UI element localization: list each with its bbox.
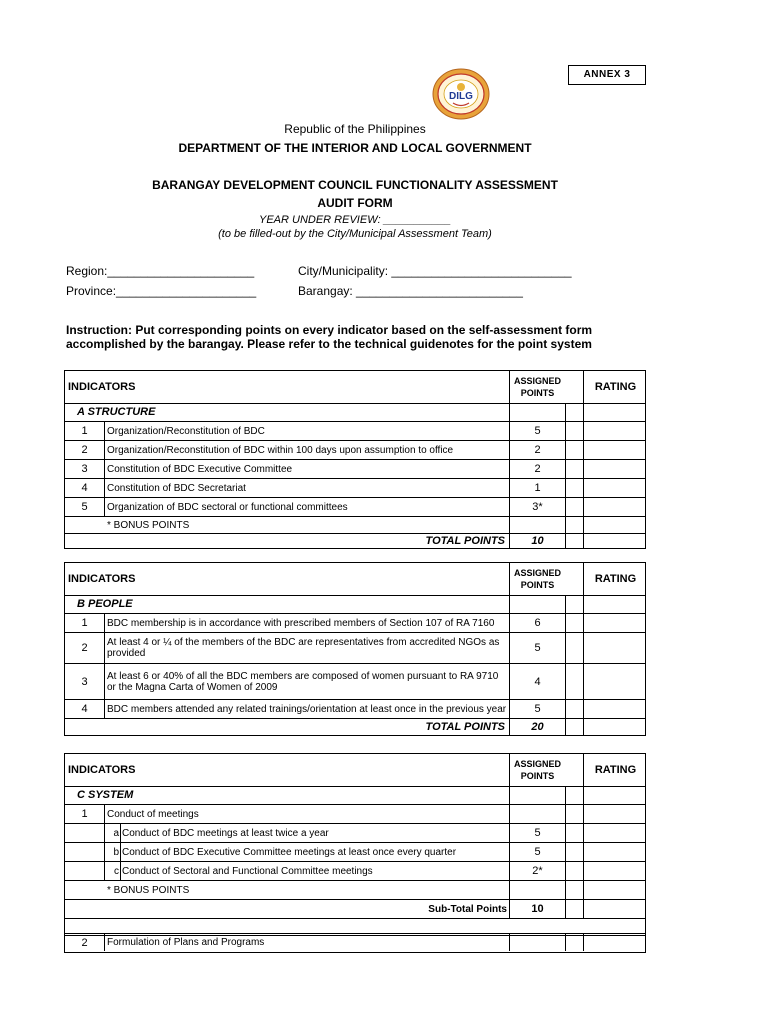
category-row xyxy=(65,787,645,805)
bonus-points-note: * BONUS POINTS xyxy=(107,884,190,896)
item-points: 5 xyxy=(509,700,565,718)
item-description: Conduct of BDC meetings at least twice a year xyxy=(122,827,329,839)
item-description: At least 6 or 40% of all the BDC members are composed of women pursuant to RA 9710 or the Magna Carta of Women of 2009 xyxy=(107,670,499,693)
table-row xyxy=(65,479,645,498)
rating-cell[interactable] xyxy=(583,934,647,951)
fill-out-note: (to be filled-out by the City/Municipal Assessment Team) xyxy=(218,228,492,240)
item-number: 1 xyxy=(65,422,105,440)
indicators-header: INDICATORS xyxy=(68,573,136,585)
item-description: Constitution of BDC Executive Committee xyxy=(107,463,293,475)
system-item2-table xyxy=(64,933,646,953)
total-rating-cell[interactable] xyxy=(583,534,647,548)
item-points: 5 xyxy=(509,824,565,842)
annex-label: ANNEX 3 xyxy=(568,65,646,85)
table-row xyxy=(65,824,645,843)
category-title: C SYSTEM xyxy=(77,789,134,801)
table-row xyxy=(65,805,645,824)
table-row xyxy=(65,441,645,460)
province-field[interactable]: Province:_____________________ xyxy=(66,284,257,298)
total-row xyxy=(65,719,645,735)
item-points: 4 xyxy=(509,664,565,699)
item-number: 2 xyxy=(65,633,105,663)
item-description: Conduct of meetings xyxy=(107,808,199,820)
item-description: BDC members attended any related trainings/orientation at least once in the previous year xyxy=(107,703,507,715)
indicators-header: INDICATORS xyxy=(68,764,136,776)
rating-cell[interactable] xyxy=(583,633,647,663)
item-number: 1 xyxy=(65,805,105,823)
rating-cell[interactable] xyxy=(583,862,647,880)
item-description: Formulation of Plans and Programs xyxy=(107,937,265,948)
item-number: 2 xyxy=(65,441,105,459)
instruction-text: Instruction: Put corresponding points on every indicator based on the self-assessment form accomplished by the barangay. Please refer to the technical guidenotes for the point system xyxy=(66,323,593,351)
total-points-label: TOTAL POINTS xyxy=(425,721,505,733)
item-description: Conduct of Sectoral and Functional Committee meetings xyxy=(122,865,373,877)
structure-table xyxy=(64,370,646,549)
table-row xyxy=(65,422,645,441)
table-header xyxy=(65,754,645,787)
form-subtitle: AUDIT FORM xyxy=(317,196,393,210)
rating-cell[interactable] xyxy=(583,700,647,718)
region-field[interactable]: Region:______________________ xyxy=(66,264,255,278)
republic-text: Republic of the Philippines xyxy=(284,122,426,136)
barangay-field[interactable]: Barangay: _________________________ xyxy=(298,284,523,298)
indicators-header: INDICATORS xyxy=(68,381,136,393)
item-description: Organization/Reconstitution of BDC xyxy=(107,425,265,437)
item-description: BDC membership is in accordance with prescribed members of Section 107 of RA 7160 xyxy=(107,617,495,629)
table-row xyxy=(65,862,645,881)
sub-item-letter: a xyxy=(105,824,121,842)
table-header xyxy=(65,563,645,596)
rating-cell[interactable] xyxy=(583,843,647,861)
year-under-review: YEAR UNDER REVIEW: ___________ xyxy=(259,214,451,226)
sub-item-letter: c xyxy=(105,862,121,880)
sub-item-letter: b xyxy=(105,843,121,861)
bonus-row xyxy=(65,517,645,534)
item-points: 3* xyxy=(509,498,565,516)
rating-cell[interactable] xyxy=(583,441,647,459)
item-points: 2 xyxy=(509,460,565,478)
item-number: 4 xyxy=(65,700,105,718)
category-title: B PEOPLE xyxy=(77,598,133,610)
item-number: 1 xyxy=(65,614,105,632)
category-title: A STRUCTURE xyxy=(77,406,156,418)
assigned-points-header: ASSIGNED POINTS xyxy=(509,563,565,595)
table-row xyxy=(65,498,645,517)
assigned-points-header: ASSIGNED POINTS xyxy=(509,754,565,786)
total-points-label: TOTAL POINTS xyxy=(425,535,505,547)
rating-header: RATING xyxy=(583,754,647,786)
rating-header: RATING xyxy=(583,563,647,595)
item-description: Organization/Reconstitution of BDC within 100 days upon assumption to office xyxy=(107,444,454,456)
table-row xyxy=(65,664,645,700)
assigned-points-header: ASSIGNED POINTS xyxy=(509,371,565,403)
total-points-value: 10 xyxy=(509,534,565,548)
item-points: 1 xyxy=(509,479,565,497)
item-points: 5 xyxy=(509,633,565,663)
item-points: 6 xyxy=(509,614,565,632)
item-number: 3 xyxy=(65,664,105,699)
people-table xyxy=(64,562,646,736)
item-number: 5 xyxy=(65,498,105,516)
item-points: 2 xyxy=(509,441,565,459)
item-number: 3 xyxy=(65,460,105,478)
subtotal-points-value: 10 xyxy=(509,900,565,918)
total-points-value: 20 xyxy=(509,719,565,735)
item-points: 2* xyxy=(509,862,565,880)
table-header xyxy=(65,371,645,404)
bonus-row xyxy=(65,881,645,900)
table-row xyxy=(65,934,645,951)
table-row xyxy=(65,460,645,479)
rating-header: RATING xyxy=(583,371,647,403)
total-row xyxy=(65,534,645,548)
rating-cell[interactable] xyxy=(583,460,647,478)
table-row xyxy=(65,633,645,664)
system-table xyxy=(64,753,646,936)
item-points: 5 xyxy=(509,843,565,861)
table-row xyxy=(65,614,645,633)
rating-cell[interactable] xyxy=(583,498,647,516)
category-row xyxy=(65,596,645,614)
category-row xyxy=(65,404,645,422)
rating-cell[interactable] xyxy=(583,614,647,632)
rating-cell[interactable] xyxy=(583,824,647,842)
item-description: Conduct of BDC Executive Committee meetings at least once every quarter xyxy=(122,846,457,858)
table-row xyxy=(65,700,645,719)
rating-cell[interactable] xyxy=(583,422,647,440)
bonus-points-note: * BONUS POINTS xyxy=(107,519,190,531)
item-number: 4 xyxy=(65,479,105,497)
item-number: 2 xyxy=(65,934,105,951)
rating-cell[interactable] xyxy=(583,479,647,497)
city-field[interactable]: City/Municipality: ___________________________ xyxy=(298,264,572,278)
item-points: 5 xyxy=(509,422,565,440)
table-row xyxy=(65,843,645,862)
item-description: At least 4 or ¼ of the members of the BDC are representatives from accredited NGOs as provided xyxy=(107,637,500,659)
svg-text:DILG: DILG xyxy=(449,91,473,102)
subtotal-rating-cell[interactable] xyxy=(583,900,647,918)
item-description: Organization of BDC sectoral or functional committees xyxy=(107,501,348,513)
subtotal-points-label: Sub-Total Points xyxy=(428,903,507,915)
form-title: BARANGAY DEVELOPMENT COUNCIL FUNCTIONALITY ASSESSMENT xyxy=(152,178,558,192)
department-title: DEPARTMENT OF THE INTERIOR AND LOCAL GOVERNMENT xyxy=(178,141,532,155)
subtotal-row xyxy=(65,900,645,919)
item-description: Constitution of BDC Secretariat xyxy=(107,482,246,494)
total-rating-cell[interactable] xyxy=(583,719,647,735)
dilg-seal-logo xyxy=(432,68,490,120)
rating-cell[interactable] xyxy=(583,664,647,699)
